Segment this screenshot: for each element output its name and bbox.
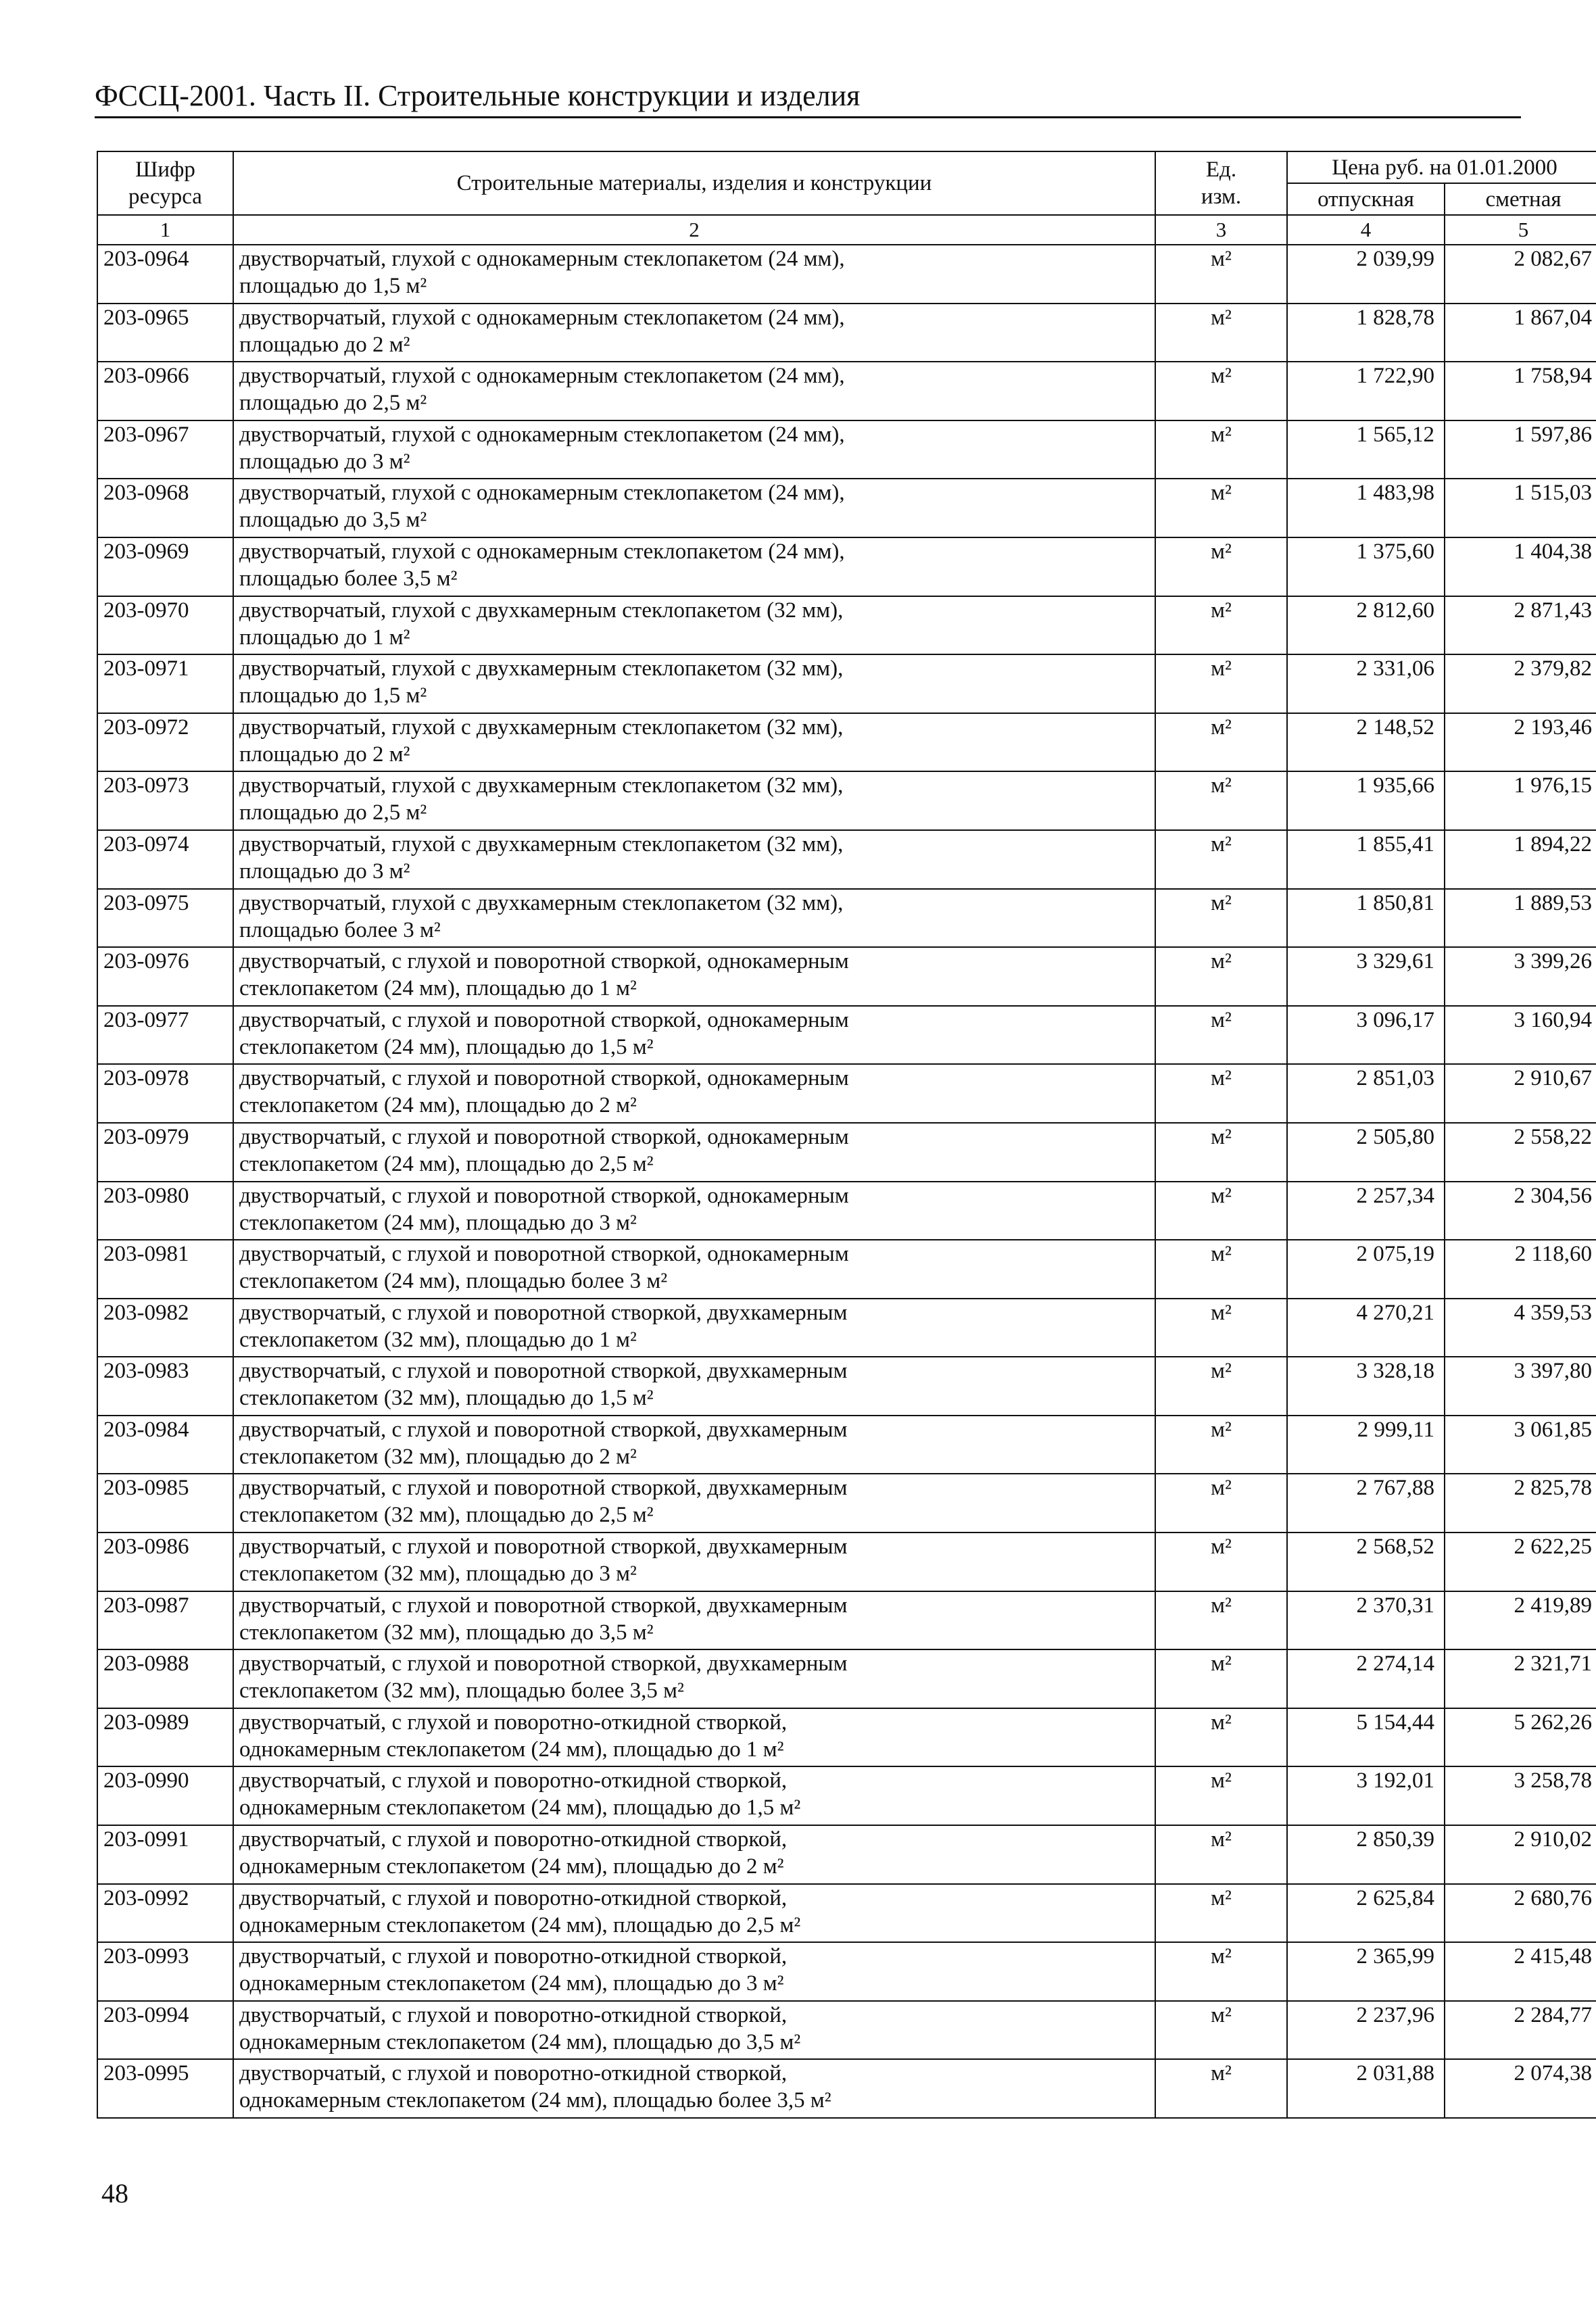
estimate-price-cell: 2 415,48 — [1445, 1942, 1596, 2001]
release-price-cell: 2 850,39 — [1287, 1825, 1445, 1884]
unit-cell: м² — [1155, 2001, 1287, 2060]
description-cell: двустворчатый, с глухой и поворотно-откидной створкой, однокамерным стеклопакетом (24 мм), площадью до 2 м² — [233, 1825, 1155, 1884]
description-cell: двустворчатый, глухой с однокамерным стеклопакетом (24 мм), площадью до 1,5 м² — [233, 245, 1155, 304]
release-price-cell: 2 148,52 — [1287, 713, 1445, 772]
table-row — [97, 654, 1596, 713]
release-price-cell: 4 270,21 — [1287, 1299, 1445, 1357]
release-price-cell: 5 154,44 — [1287, 1708, 1445, 1767]
release-price-cell: 1 722,90 — [1287, 362, 1445, 420]
description-cell: двустворчатый, с глухой и поворотной створкой, однокамерным стеклопакетом (24 мм), площадью до 2 м² — [233, 1064, 1155, 1123]
description-cell: двустворчатый, с глухой и поворотной створкой, двухкамерным стеклопакетом (32 мм), площадью до 1 м² — [233, 1299, 1155, 1357]
estimate-price-cell: 2 284,77 — [1445, 2001, 1596, 2060]
estimate-price-cell: 3 160,94 — [1445, 1006, 1596, 1065]
table-row — [97, 537, 1596, 596]
column-number: 5 — [1445, 215, 1596, 245]
estimate-price-cell: 1 894,22 — [1445, 830, 1596, 889]
estimate-price-cell: 2 910,02 — [1445, 1825, 1596, 1884]
release-price-cell: 2 851,03 — [1287, 1064, 1445, 1123]
resource-code-cell: 203-0985 — [97, 1474, 233, 1533]
table-row — [97, 1064, 1596, 1123]
resource-code-cell: 203-0986 — [97, 1533, 233, 1591]
description-cell: двустворчатый, с глухой и поворотной створкой, однокамерным стеклопакетом (24 мм), площадью до 3 м² — [233, 1182, 1155, 1240]
estimate-price-cell: 5 262,26 — [1445, 1708, 1596, 1767]
description-cell: двустворчатый, с глухой и поворотной створкой, однокамерным стеклопакетом (24 мм), площадью до 1,5 м² — [233, 1006, 1155, 1065]
estimate-price-cell: 2 910,67 — [1445, 1064, 1596, 1123]
resource-code-cell: 203-0987 — [97, 1591, 233, 1650]
description-cell: двустворчатый, с глухой и поворотной створкой, двухкамерным стеклопакетом (32 мм), площадью до 2,5 м² — [233, 1474, 1155, 1533]
estimate-price-cell: 2 304,56 — [1445, 1182, 1596, 1240]
header-price-estimate: сметная — [1445, 183, 1596, 215]
release-price-cell: 2 257,34 — [1287, 1182, 1445, 1240]
unit-cell: м² — [1155, 1123, 1287, 1182]
table-row — [97, 1708, 1596, 1767]
release-price-cell: 2 237,96 — [1287, 2001, 1445, 2060]
estimate-price-cell: 1 867,04 — [1445, 304, 1596, 362]
unit-cell: м² — [1155, 830, 1287, 889]
unit-cell: м² — [1155, 1591, 1287, 1650]
header-code: Шифр ресурса — [97, 151, 233, 215]
resource-code-cell: 203-0981 — [97, 1240, 233, 1299]
column-number: 4 — [1287, 215, 1445, 245]
header-price-group: Цена руб. на 01.01.2000 — [1287, 151, 1596, 183]
table-row — [97, 1533, 1596, 1591]
estimate-price-cell: 2 193,46 — [1445, 713, 1596, 772]
estimate-price-cell: 3 397,80 — [1445, 1357, 1596, 1416]
description-cell: двустворчатый, с глухой и поворотно-откидной створкой, однокамерным стеклопакетом (24 мм), площадью до 3,5 м² — [233, 2001, 1155, 2060]
description-cell: двустворчатый, с глухой и поворотной створкой, однокамерным стеклопакетом (24 мм), площадью более 3 м² — [233, 1240, 1155, 1299]
resource-code-cell: 203-0980 — [97, 1182, 233, 1240]
estimate-price-cell: 4 359,53 — [1445, 1299, 1596, 1357]
estimate-price-cell: 1 889,53 — [1445, 889, 1596, 948]
unit-cell: м² — [1155, 1942, 1287, 2001]
unit-cell: м² — [1155, 537, 1287, 596]
resource-code-cell: 203-0992 — [97, 1884, 233, 1943]
release-price-cell: 2 625,84 — [1287, 1884, 1445, 1943]
unit-cell: м² — [1155, 713, 1287, 772]
resource-code-cell: 203-0967 — [97, 420, 233, 479]
unit-cell: м² — [1155, 1182, 1287, 1240]
table-row — [97, 1474, 1596, 1533]
release-price-cell: 2 075,19 — [1287, 1240, 1445, 1299]
resource-code-cell: 203-0973 — [97, 771, 233, 830]
table-row — [97, 1766, 1596, 1825]
table-row — [97, 947, 1596, 1006]
table-row — [97, 830, 1596, 889]
unit-cell: м² — [1155, 420, 1287, 479]
unit-cell: м² — [1155, 654, 1287, 713]
header-rule — [95, 116, 1521, 118]
unit-cell: м² — [1155, 362, 1287, 420]
description-cell: двустворчатый, с глухой и поворотной створкой, двухкамерным стеклопакетом (32 мм), площадью до 3,5 м² — [233, 1591, 1155, 1650]
unit-cell: м² — [1155, 771, 1287, 830]
table-body — [97, 245, 1596, 2118]
resource-code-cell: 203-0964 — [97, 245, 233, 304]
release-price-cell: 2 568,52 — [1287, 1533, 1445, 1591]
release-price-cell: 2 031,88 — [1287, 2059, 1445, 2118]
release-price-cell: 2 999,11 — [1287, 1416, 1445, 1474]
estimate-price-cell: 1 976,15 — [1445, 771, 1596, 830]
estimate-price-cell: 1 758,94 — [1445, 362, 1596, 420]
description-cell: двустворчатый, с глухой и поворотно-откидной створкой, однокамерным стеклопакетом (24 мм), площадью более 3,5 м² — [233, 2059, 1155, 2118]
estimate-price-cell: 2 379,82 — [1445, 654, 1596, 713]
description-cell: двустворчатый, с глухой и поворотно-откидной створкой, однокамерным стеклопакетом (24 мм), площадью до 2,5 м² — [233, 1884, 1155, 1943]
unit-cell: м² — [1155, 1825, 1287, 1884]
table-row — [97, 245, 1596, 304]
resource-code-cell: 203-0974 — [97, 830, 233, 889]
release-price-cell: 2 812,60 — [1287, 596, 1445, 655]
resource-code-cell: 203-0991 — [97, 1825, 233, 1884]
unit-cell: м² — [1155, 1884, 1287, 1943]
estimate-price-cell: 2 419,89 — [1445, 1591, 1596, 1650]
resource-code-cell: 203-0977 — [97, 1006, 233, 1065]
header-unit: Ед. изм. — [1155, 151, 1287, 215]
table-row — [97, 889, 1596, 948]
page-number: 48 — [101, 2178, 128, 2209]
description-cell: двустворчатый, с глухой и поворотно-откидной створкой, однокамерным стеклопакетом (24 мм), площадью до 1 м² — [233, 1708, 1155, 1767]
resource-code-cell: 203-0993 — [97, 1942, 233, 2001]
description-cell: двустворчатый, глухой с двухкамерным стеклопакетом (32 мм), площадью до 3 м² — [233, 830, 1155, 889]
resource-code-cell: 203-0975 — [97, 889, 233, 948]
resource-code-cell: 203-0966 — [97, 362, 233, 420]
release-price-cell: 3 328,18 — [1287, 1357, 1445, 1416]
estimate-price-cell: 2 082,67 — [1445, 245, 1596, 304]
estimate-price-cell: 2 622,25 — [1445, 1533, 1596, 1591]
unit-cell: м² — [1155, 1357, 1287, 1416]
description-cell: двустворчатый, глухой с однокамерным стеклопакетом (24 мм), площадью до 2,5 м² — [233, 362, 1155, 420]
estimate-price-cell: 3 258,78 — [1445, 1766, 1596, 1825]
resource-code-cell: 203-0976 — [97, 947, 233, 1006]
unit-cell: м² — [1155, 1766, 1287, 1825]
table-row — [97, 596, 1596, 655]
description-cell: двустворчатый, глухой с двухкамерным стеклопакетом (32 мм), площадью до 2 м² — [233, 713, 1155, 772]
unit-cell: м² — [1155, 304, 1287, 362]
table-row — [97, 1240, 1596, 1299]
table-row — [97, 2059, 1596, 2118]
column-number: 2 — [233, 215, 1155, 245]
estimate-price-cell: 2 321,71 — [1445, 1649, 1596, 1708]
table-row — [97, 1591, 1596, 1650]
description-cell: двустворчатый, глухой с однокамерным стеклопакетом (24 мм), площадью до 2 м² — [233, 304, 1155, 362]
description-cell: двустворчатый, глухой с однокамерным стеклопакетом (24 мм), площадью более 3,5 м² — [233, 537, 1155, 596]
resource-code-cell: 203-0969 — [97, 537, 233, 596]
description-cell: двустворчатый, глухой с двухкамерным стеклопакетом (32 мм), площадью более 3 м² — [233, 889, 1155, 948]
table-row — [97, 1357, 1596, 1416]
release-price-cell: 1 935,66 — [1287, 771, 1445, 830]
estimate-price-cell: 3 061,85 — [1445, 1416, 1596, 1474]
resource-code-cell: 203-0984 — [97, 1416, 233, 1474]
table-row — [97, 2001, 1596, 2060]
release-price-cell: 2 505,80 — [1287, 1123, 1445, 1182]
resource-code-cell: 203-0971 — [97, 654, 233, 713]
table-row — [97, 362, 1596, 420]
unit-cell: м² — [1155, 1649, 1287, 1708]
release-price-cell: 1 375,60 — [1287, 537, 1445, 596]
column-number: 1 — [97, 215, 233, 245]
table-row — [97, 1416, 1596, 1474]
release-price-cell: 1 483,98 — [1287, 479, 1445, 537]
description-cell: двустворчатый, глухой с двухкамерным стеклопакетом (32 мм), площадью до 1 м² — [233, 596, 1155, 655]
description-cell: двустворчатый, с глухой и поворотной створкой, однокамерным стеклопакетом (24 мм), площадью до 2,5 м² — [233, 1123, 1155, 1182]
resource-code-cell: 203-0972 — [97, 713, 233, 772]
description-cell: двустворчатый, с глухой и поворотно-откидной створкой, однокамерным стеклопакетом (24 мм), площадью до 3 м² — [233, 1942, 1155, 2001]
description-cell: двустворчатый, с глухой и поворотной створкой, двухкамерным стеклопакетом (32 мм), площадью более 3,5 м² — [233, 1649, 1155, 1708]
unit-cell: м² — [1155, 1240, 1287, 1299]
release-price-cell: 1 565,12 — [1287, 420, 1445, 479]
release-price-cell: 1 828,78 — [1287, 304, 1445, 362]
release-price-cell: 3 329,61 — [1287, 947, 1445, 1006]
resource-code-cell: 203-0965 — [97, 304, 233, 362]
resource-code-cell: 203-0982 — [97, 1299, 233, 1357]
table-row — [97, 1182, 1596, 1240]
column-number: 3 — [1155, 215, 1287, 245]
release-price-cell: 2 039,99 — [1287, 245, 1445, 304]
unit-cell: м² — [1155, 1533, 1287, 1591]
table-row — [97, 1825, 1596, 1884]
release-price-cell: 2 767,88 — [1287, 1474, 1445, 1533]
estimate-price-cell: 1 404,38 — [1445, 537, 1596, 596]
header-price-release: отпускная — [1287, 183, 1445, 215]
table-row — [97, 479, 1596, 537]
release-price-cell: 2 331,06 — [1287, 654, 1445, 713]
table-row — [97, 1942, 1596, 2001]
unit-cell: м² — [1155, 1299, 1287, 1357]
description-cell: двустворчатый, с глухой и поворотной створкой, двухкамерным стеклопакетом (32 мм), площадью до 3 м² — [233, 1533, 1155, 1591]
release-price-cell: 1 855,41 — [1287, 830, 1445, 889]
resource-code-cell: 203-0970 — [97, 596, 233, 655]
unit-cell: м² — [1155, 245, 1287, 304]
unit-cell: м² — [1155, 1006, 1287, 1065]
release-price-cell: 2 365,99 — [1287, 1942, 1445, 2001]
unit-cell: м² — [1155, 479, 1287, 537]
table-row — [97, 420, 1596, 479]
resource-code-cell: 203-0989 — [97, 1708, 233, 1767]
table-row — [97, 1649, 1596, 1708]
release-price-cell: 2 370,31 — [1287, 1591, 1445, 1650]
table-row — [97, 304, 1596, 362]
estimate-price-cell: 2 871,43 — [1445, 596, 1596, 655]
table-row — [97, 771, 1596, 830]
estimate-price-cell: 1 515,03 — [1445, 479, 1596, 537]
description-cell: двустворчатый, глухой с однокамерным стеклопакетом (24 мм), площадью до 3 м² — [233, 420, 1155, 479]
resource-code-cell: 203-0990 — [97, 1766, 233, 1825]
table-row — [97, 713, 1596, 772]
unit-cell: м² — [1155, 1708, 1287, 1767]
description-cell: двустворчатый, с глухой и поворотной створкой, двухкамерным стеклопакетом (32 мм), площадью до 2 м² — [233, 1416, 1155, 1474]
page-header: ФССЦ-2001. Часть II. Строительные конструкции и изделия — [95, 79, 861, 112]
unit-cell: м² — [1155, 947, 1287, 1006]
estimate-price-cell: 2 825,78 — [1445, 1474, 1596, 1533]
estimate-price-cell: 1 597,86 — [1445, 420, 1596, 479]
release-price-cell: 1 850,81 — [1287, 889, 1445, 948]
estimate-price-cell: 2 074,38 — [1445, 2059, 1596, 2118]
table-row — [97, 1006, 1596, 1065]
table-row — [97, 1884, 1596, 1943]
unit-cell: м² — [1155, 1064, 1287, 1123]
table-row — [97, 1123, 1596, 1182]
price-table — [97, 151, 1596, 2119]
release-price-cell: 3 096,17 — [1287, 1006, 1445, 1065]
unit-cell: м² — [1155, 1416, 1287, 1474]
description-cell: двустворчатый, глухой с однокамерным стеклопакетом (24 мм), площадью до 3,5 м² — [233, 479, 1155, 537]
unit-cell: м² — [1155, 2059, 1287, 2118]
estimate-price-cell: 2 680,76 — [1445, 1884, 1596, 1943]
unit-cell: м² — [1155, 596, 1287, 655]
resource-code-cell: 203-0983 — [97, 1357, 233, 1416]
description-cell: двустворчатый, с глухой и поворотной створкой, однокамерным стеклопакетом (24 мм), площадью до 1 м² — [233, 947, 1155, 1006]
resource-code-cell: 203-0978 — [97, 1064, 233, 1123]
table-row — [97, 1299, 1596, 1357]
estimate-price-cell: 3 399,26 — [1445, 947, 1596, 1006]
resource-code-cell: 203-0979 — [97, 1123, 233, 1182]
release-price-cell: 3 192,01 — [1287, 1766, 1445, 1825]
description-cell: двустворчатый, с глухой и поворотно-откидной створкой, однокамерным стеклопакетом (24 мм), площадью до 1,5 м² — [233, 1766, 1155, 1825]
header-name: Строительные материалы, изделия и конструкции — [233, 151, 1155, 215]
description-cell: двустворчатый, глухой с двухкамерным стеклопакетом (32 мм), площадью до 2,5 м² — [233, 771, 1155, 830]
release-price-cell: 2 274,14 — [1287, 1649, 1445, 1708]
description-cell: двустворчатый, с глухой и поворотной створкой, двухкамерным стеклопакетом (32 мм), площадью до 1,5 м² — [233, 1357, 1155, 1416]
description-cell: двустворчатый, глухой с двухкамерным стеклопакетом (32 мм), площадью до 1,5 м² — [233, 654, 1155, 713]
unit-cell: м² — [1155, 1474, 1287, 1533]
resource-code-cell: 203-0988 — [97, 1649, 233, 1708]
estimate-price-cell: 2 558,22 — [1445, 1123, 1596, 1182]
estimate-price-cell: 2 118,60 — [1445, 1240, 1596, 1299]
resource-code-cell: 203-0968 — [97, 479, 233, 537]
resource-code-cell: 203-0994 — [97, 2001, 233, 2060]
unit-cell: м² — [1155, 889, 1287, 948]
resource-code-cell: 203-0995 — [97, 2059, 233, 2118]
